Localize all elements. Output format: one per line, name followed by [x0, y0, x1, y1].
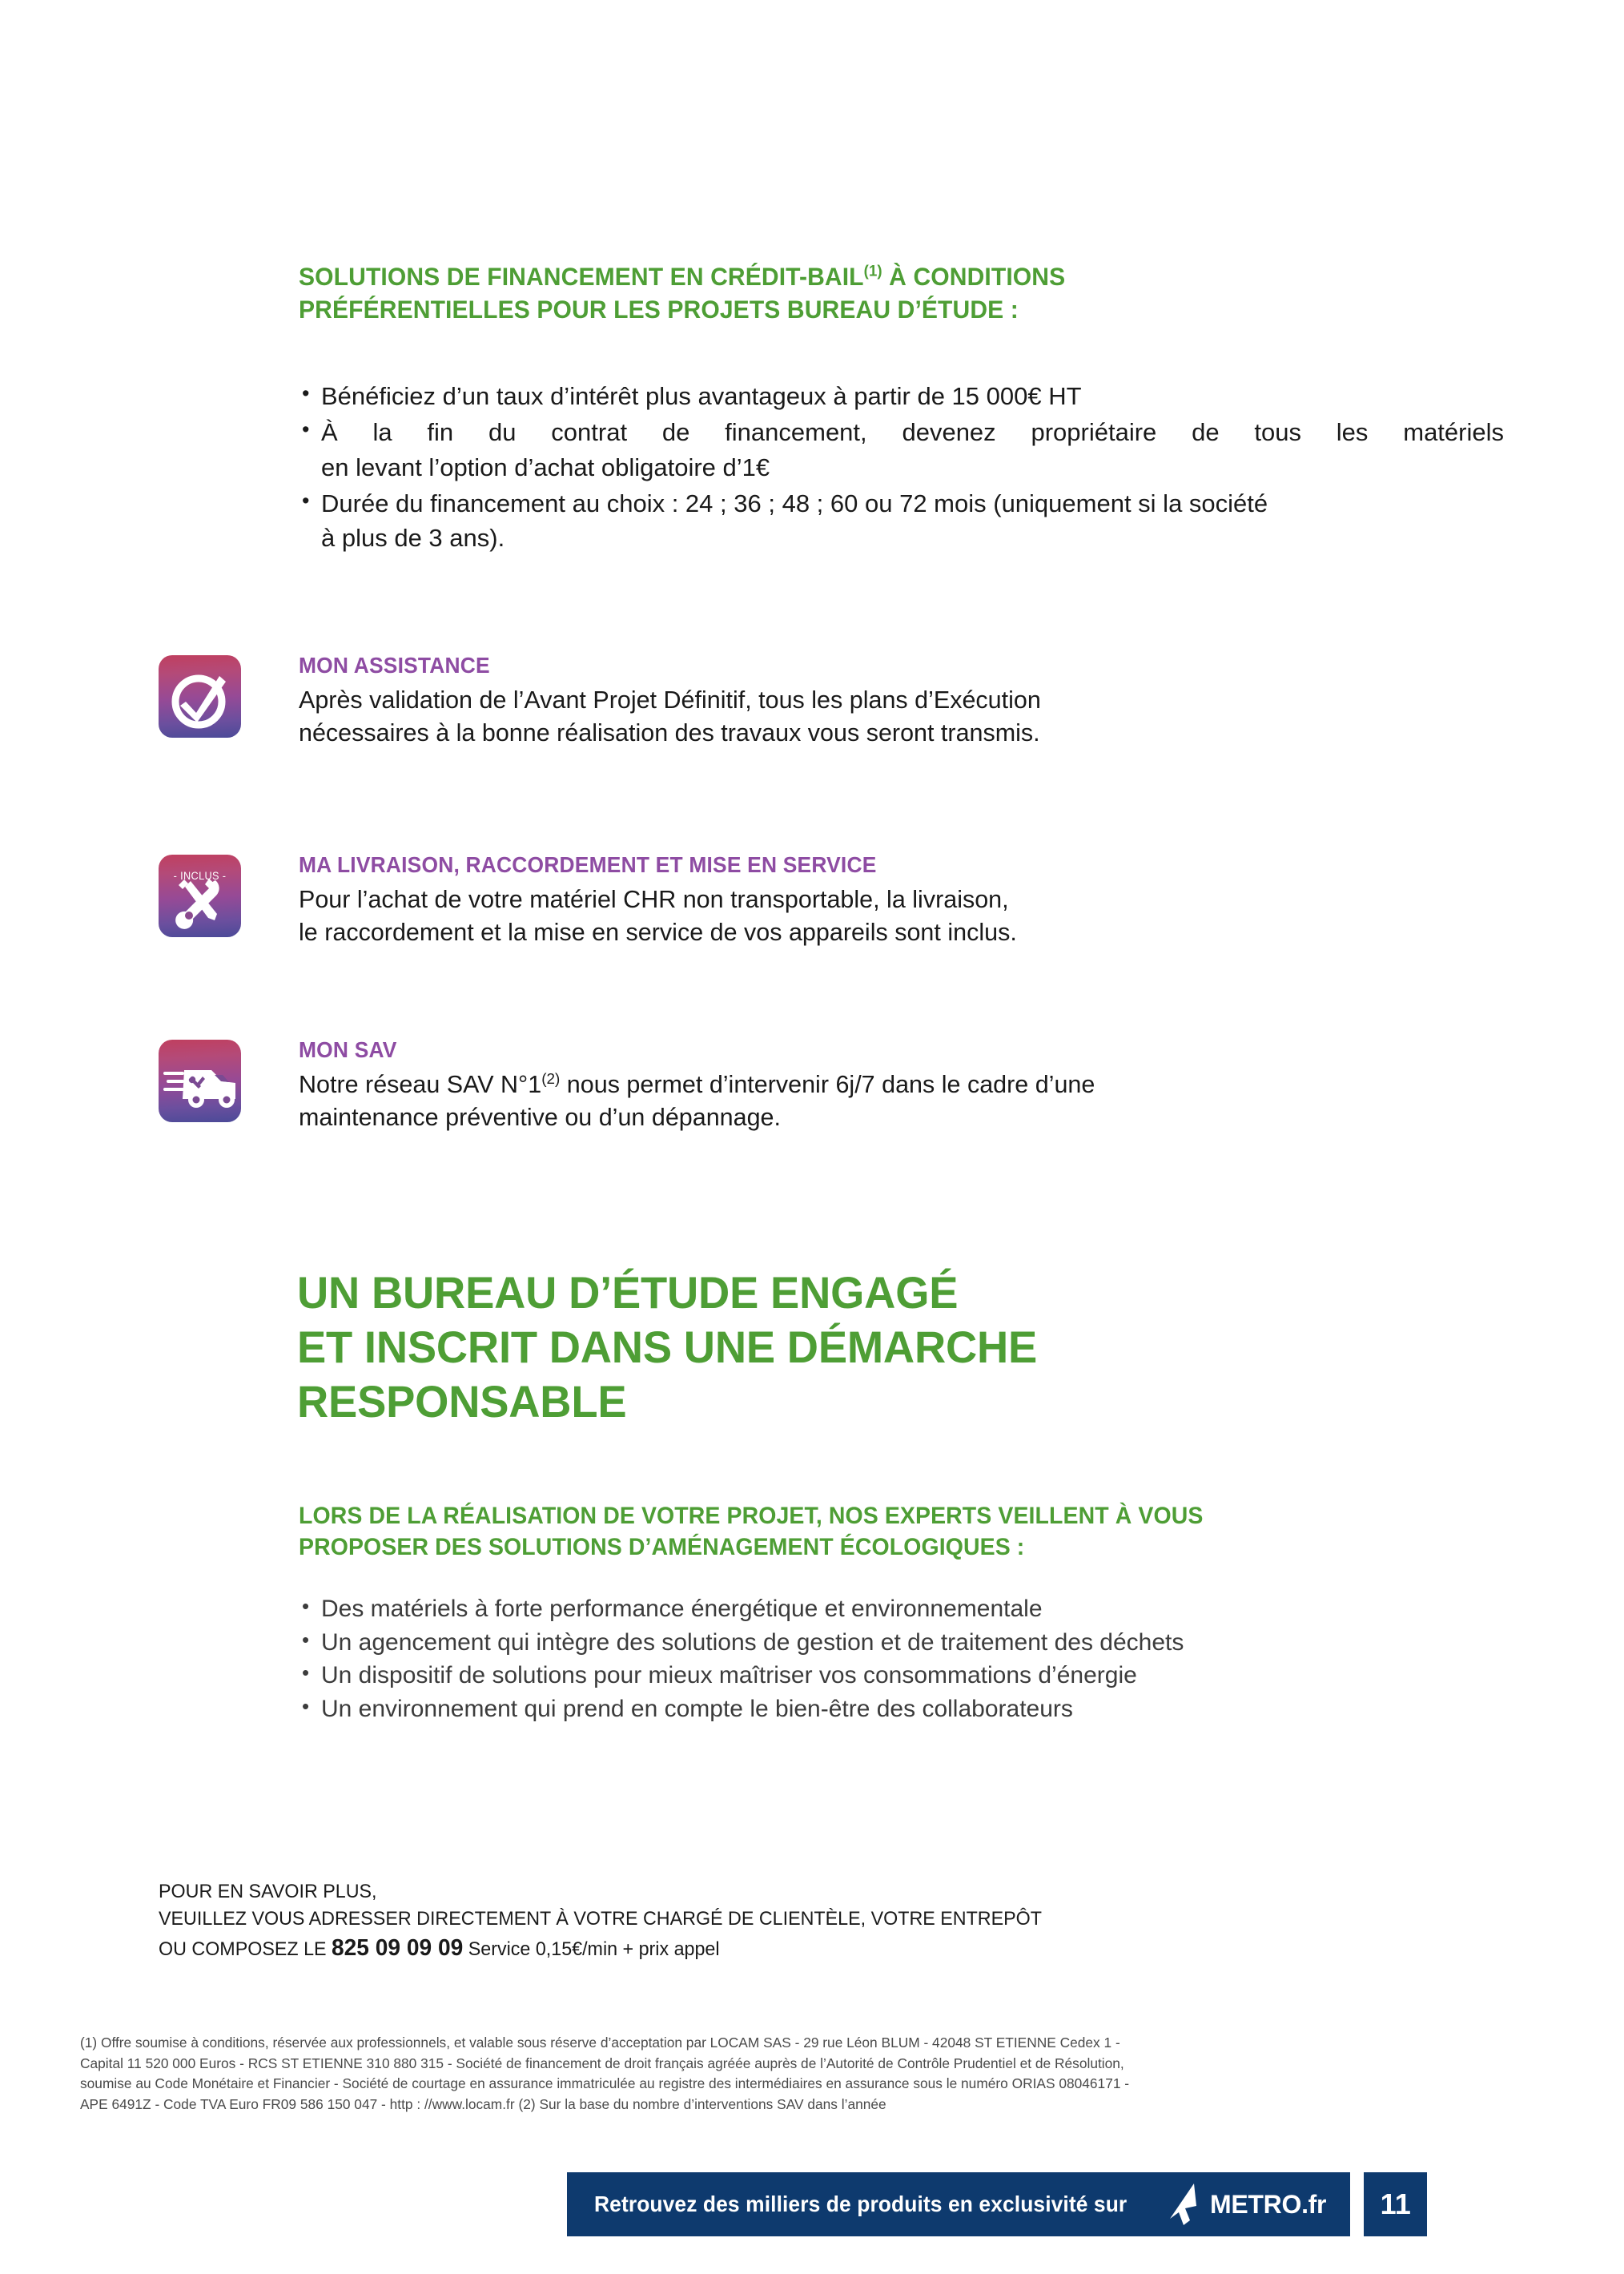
financing-bullet-3-line1: • Durée du financement au choix : 24 ; 36 ; 48 ; 60 ou 72 mois (uniquement si la société [321, 489, 1268, 517]
service-text [299, 883, 1420, 950]
financing-heading [299, 260, 1316, 326]
legal-line-3: soumise au Code Monétaire et Financier - Société de courtage en assurance immatriculée au registre des intermédiaires en assurance sous le numéro ORIAS 08046171 - [80, 2075, 1130, 2092]
engagement-bullet-2: Un agencement qui intègre des solutions de gestion et de traitement des déchets [321, 1628, 1184, 1656]
service-text-line2: le raccordement et la mise en service de vos appareils sont inclus. [299, 919, 1017, 947]
service-text-line2: maintenance préventive ou d’un dépannage. [299, 1104, 781, 1132]
engagement-bullet-4: Un environnement qui prend en compte le bien-être des collaborateurs [321, 1695, 1073, 1722]
service-text [299, 684, 1420, 751]
list-item [299, 1659, 1500, 1692]
list-item [299, 1626, 1500, 1660]
engagement-headline-line2: ET INSCRIT DANS UNE DÉMARCHE [297, 1322, 1038, 1373]
service-text-line1-post: nous permet d’intervenir 6j/7 dans le cadre d’une [560, 1071, 1095, 1098]
legal-line-4: APE 6491Z - Code TVA Euro FR09 586 150 047 - http : //www.locam.fr (2) Sur la base du nombre d’interventions SAV dans l’année [80, 2096, 886, 2113]
page-number-badge: 11 [1364, 2172, 1427, 2236]
engagement-headline-line1: UN BUREAU D’ÉTUDE ENGAGÉ [297, 1267, 959, 1318]
service-body [299, 652, 1420, 751]
service-body [299, 851, 1420, 950]
tools-icon [159, 855, 241, 937]
contact-phone-prefix: OU COMPOSEZ LE [159, 1938, 332, 1961]
service-title: MON SAV [299, 1037, 397, 1062]
engagement-headline [297, 1266, 1385, 1429]
financing-heading-line2: PRÉFÉRENTIELLES POUR LES PROJETS BUREAU D’ÉTUDE : [299, 294, 1019, 324]
metro-arrow-icon [1164, 2182, 1200, 2227]
engagement-subhead-line2: PROPOSER DES SOLUTIONS D’AMÉNAGEMENT ÉCOLOGIQUES : [299, 1534, 1025, 1561]
service-text-line1: Après validation de l’Avant Projet Définitif, tous les plans d’Exécution [299, 686, 1041, 714]
service-van-icon [159, 1040, 241, 1122]
financing-heading-line1-post: À CONDITIONS [882, 262, 1066, 291]
footer [567, 2172, 1427, 2236]
engagement-bullet-list [299, 1592, 1500, 1725]
list-item [299, 1692, 1500, 1726]
contact-block [159, 1878, 1324, 1965]
legal-fine-print [80, 2033, 1555, 2115]
financing-bullet-1: Bénéficiez d’un taux d’intérêt plus avantageux à partir de 15 000€ HT [321, 382, 1082, 410]
engagement-headline-line3: RESPONSABLE [297, 1376, 627, 1427]
service-text-line2: nécessaires à la bonne réalisation des travaux vous seront transmis. [299, 719, 1040, 747]
contact-line-3 [159, 1932, 1324, 1965]
engagement-subheading [299, 1500, 1473, 1563]
financing-bullet-2-line1: • À la fin du contrat de financement, devenez propriétaire de tous les matériels [321, 417, 1504, 446]
service-title: MON ASSISTANCE [299, 653, 490, 678]
check-circle-icon [159, 655, 241, 738]
engagement-subhead-line1: LORS DE LA RÉALISATION DE VOTRE PROJET, NOS EXPERTS VEILLENT À VOUS [299, 1503, 1204, 1529]
service-title: MA LIVRAISON, RACCORDEMENT ET MISE EN SERVICE [299, 852, 877, 877]
service-text-line1: Pour l’achat de votre matériel CHR non transportable, la livraison, [299, 886, 1009, 913]
service-body [299, 1036, 1420, 1135]
service-text [299, 1069, 1420, 1135]
legal-line-1: (1) Offre soumise à conditions, réservée aux professionnels, et valable sous réserve d’acceptation par LOCAM SAS - 29 rue Léon BLUM - 42048 ST ETIENNE Cedex 1 - [80, 2035, 1120, 2051]
list-item [299, 1592, 1500, 1626]
contact-line-1: POUR EN SAVOIR PLUS, [159, 1881, 377, 1902]
footnote-marker-2: (2) [541, 1070, 561, 1088]
engagement-bullet-3: Un dispositif de solutions pour mieux maîtriser vos consommations d’énergie [321, 1662, 1137, 1689]
list-item [299, 415, 1504, 485]
footer-brand-label: METRO.fr [1210, 2189, 1327, 2219]
inclus-badge: - INCLUS - [173, 870, 227, 882]
engagement-bullet-1: Des matériels à forte performance énergétique et environnementale [321, 1596, 1043, 1622]
financing-bullet-list [299, 379, 1504, 557]
legal-line-2: Capital 11 520 000 Euros - RCS ST ETIENNE 310 880 315 - Société de financement de droit français agréée auprès de l’Autorité de Contrôle Prudentiel et de Résolution, [80, 2055, 1124, 2071]
list-item [299, 379, 1504, 414]
contact-phone-number: 825 09 09 09 [332, 1935, 464, 1962]
list-item [299, 486, 1504, 557]
financing-bullet-2-line2: en levant l’option d’achat obligatoire d’1€ [321, 453, 770, 481]
contact-phone-fee: Service 0,15€/min + prix appel [463, 1938, 720, 1961]
financing-bullet-3-line2: à plus de 3 ans). [321, 524, 505, 553]
financing-heading-line1-pre: SOLUTIONS DE FINANCEMENT EN CRÉDIT-BAIL [299, 262, 864, 291]
footer-promo-text: Retrouvez des milliers de produits en exclusivité sur [594, 2191, 1128, 2216]
footer-promo-bar[interactable] [567, 2172, 1350, 2236]
contact-line-2: VEUILLEZ VOUS ADRESSER DIRECTEMENT À VOTRE CHARGÉ DE CLIENTÈLE, VOTRE ENTREPÔT [159, 1907, 1043, 1930]
footnote-marker-1: (1) [863, 262, 882, 280]
service-text-line1-pre: Notre réseau SAV N°1 [299, 1071, 542, 1098]
